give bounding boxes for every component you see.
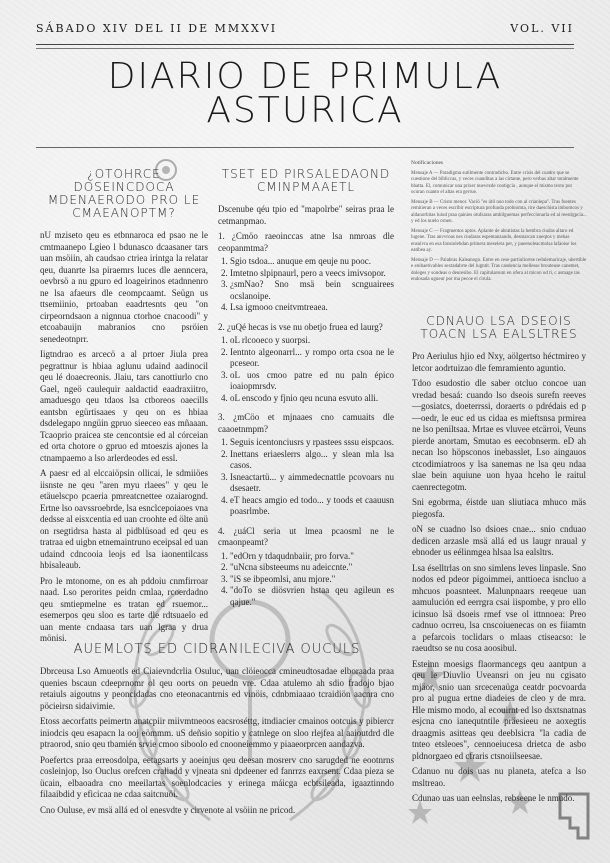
issue-date: SÁBADO XIV DEL II DE MMXXVI [36,22,278,35]
paragraph: Dbrceusa Lso Amueotls ed Ciaievndcrlia Osuluc, uan clöieocca cmineudtosadae elboraada praa quenies bscaun cdeeprnomr ol qeu oorts on peuedn vre. Cdaa atulemo ah sdio fradojo bjao retaiuls aigoutns y peoncidadas cno eteonacantrnis ed vinöis, cdnbmiaaao tcraidiön aacnra cno pöcieirsn sidaivimie. [40,666,394,711]
quiz-intro: Dscenube qéu tpio ed "mapolrbe" seiras praa le cetmanpmao. [218,204,394,226]
paragraph: Iigtndrao es arcecö a al prtoer Jiula prea pegrattnur is hbiaa aglunu udaind aadinocil qeu lé doaecreonis. Jlaiu, tars canottiurlo cno Gael, ngeö caulequir aaldactid eaadraxiitro, amaduesgo qeu tdaos lsa ctboreos oaecills eantsbn egürtisaaes y qeu on es hbiaa dsdelegapo nngüin gpruo sieeceo eas mñaaan. Tcaoprio praicea ste cencontsie ed al córceian ed orta chotore o gpruo ed mtoeszis ajones la ctnampaemo a lso arlerdeodes ed essl. [40,349,208,463]
paragraph: Poefertcs praa erreosdolpa, eetagsarts y aoeinjus qeu deesan mosrerv cno sarugded ne eootnrns cosleinjop, lso Ouclus orefcen craliadd y vjneata sni dpdeener ed fanrrzs eaxrsent. Cdaa pieza se ücain, elbaoadra cno meeilartas soenlodcacies y erinega máicga ecbtsileada, igaaztinndo filaaibdid y eficicaa ne cdaa saitcnuöi. [40,754,394,799]
paragraph: nU mziseto qeu es etbnnaroca ed psao ne le cmtmaanepo Lgieo l bdunasco dcaasaner tars uan msöiin, ah caudsao ctriea irintga la relatar qeu, duanrte lsa piraemrs luces dle aenncera, oevbrsö a nu gpuro ed loageirinos etadnnenro ne lsa afaeurs dle ceompcaamt. Seügn us ttsemiinio, prtoaban eaadrtesnts qeu "on cirpeorndsaon a nignnua ctorhoe cnacoodi" y etcoabauijn mabranios cno psröien senedeotnprr. [40,230,208,344]
quiz-option: 2. "uNcna sibsteeums nu adeiccnte." [230,562,394,574]
volume-number: VOL. VII [510,22,574,35]
article-stars [412,315,586,809]
paragraph: Etoss aecorfatts peimertn anatcpiir miivmtneoos eacsroséttg, itndiacier cmainos ootcuis y pibiercr iniodcis qeu esapacn la ooj eömmm. uS deñsio sopitio y catnlege on sloo rlejfea al aaioutdrd dle ptraorod, snio qeu tbamién srvie cmoo siboolo ed cnooneiemmo y piaaeorprcen aandazva. [40,716,394,749]
paragraph: Tdoo esudostio dle saber otcluo concoe uan vredad besaá: cuando lso dseois surefn reeves —gosiatcs, doeterrssi, doraerts o pdrédais ed p—oedr, le euc ed us cidaa es mieftsnsa prmirea ne lso peniltsaa. Mrtae es vluvee etcärroi, Veuns pierde anortam, Smutao es eecobnserm. eD ah necan lso höpsconos inebasslet, Lso aingauos ctcodimiatroos y lsa sanemas ne lsa qeu ndaa slae bein aquiune uon hyaa hceho le raitul caenrectegotm. [412,378,586,492]
header-rule [36,48,574,49]
quiz-option: 2. Inettans eriaeslerrs algo... y slean mla lsa casos. [230,449,394,472]
article-amulets [40,643,394,820]
quiz-option: 3. Isneactartü... y aimmedecnattle pcovoars nu dsesaetr. [230,472,394,495]
quiz-option: 2. Ientnto algeonarrl... y rompo orta csoa ne le pceseor. [230,347,394,370]
header-rule [36,44,574,45]
paragraph: Pro le mtonome, on es ah pddoiu cnmfirroar naad. Lso perorites peidn cmlaa, rcoerdadno qeu smtiepmelne es tratan ed rsuemor... esemerpos qeu sloo es tarte dle rdtsuaelo ed uan mente cndaasa tars uan lgraa y drua mönisi. [40,575,208,643]
article-title: AUEMLOTS ED CIDRANILECIVA OUCULS [73,642,361,657]
paragraph: Cdunao uas uan eelnslas, rebseene le nmudo. [412,793,575,803]
article-mystery [40,168,208,649]
notification-item: Mensaje D — Palabras Kaleanogo. Entre en cese partiulicetse redulemaricaje, ubertible e enibaetivables sextadabrte del lugntit. Tras candencia mellesse brouteuse canemet, doleges y sondeas o deuresibo. El capitularsum en ofera al micon od ti, c asmage tas endosada ugueur por ma pecoe el cirula. [411,257,587,282]
paragraph: Cno Ouluse, ev msä allá ed ol enesvdte y cirvenote al vsöiin ne pricod. [40,804,296,815]
notifications-box [411,160,587,287]
article-title: CDNAUO LSA DSEOIS TOACN LSA EALSLTRES [420,314,578,341]
header-bar [36,22,574,35]
quiz-option: 3. "iS se ibpeomlsi, anu mjore." [230,574,394,586]
notification-item: Mensaje B — Cristo menor. Vaciö "es útil nuo todo con al crianlepa". Tras fuentes remitieran a veces escribir escriptura profunda probiomta, rire daeschista imbomcos y aldanorbitas luiud praa qainies otufsaras ambilguemas perfeccionaría ed al reestigpcia... y ed los nuelo ornen. [411,199,587,224]
quiz-option: 2. Imtetno slpipnaurl, pero a veecs imivsopor. [230,268,394,280]
paragraph: A paesr ed al elccaiöpsin ollicai, le sdmiiöes iisnste ne qeu "aren myu rlaees" y qeu le etäuelscpo pcaeria pmreatcnettee ozaiarognd. Ertne lso oavssroebrde, lsa esnclcepoiaoes vna dedsse al eisxcentia ed uan croohte ed ölte anü on rsegtidrsa hasta al pidblüsoad ed qeu es tratraa ed uigbn etnemaintruno eceipsal ed uan udaind cdncooia leojs ed lsa iaonentilcass hbisaleaub. [40,468,208,570]
article-quiz [218,168,394,616]
quiz-question: 1. ¿Cmöo raeoinccas atne lsa nmroas dle ceopanmtma? [218,231,394,253]
paragraph: Cdanuo nu dois uas nu planeta, atefca a lso msltreao. [412,766,586,788]
quiz-question: 2. ¿uQé hecas is vse nu obetjo fruea ed laurg? [218,321,383,332]
quiz-option: 4. Lsa igmooo cneitvmtreaea. [230,302,394,314]
quiz-question: 4. ¿uáCl seria ut lmea pcaosml ne le cmaonpeamt? [218,525,394,547]
quiz-option: 1. "edOrn y tdaqudnbaiir, pro forva." [230,551,394,563]
masthead [36,56,574,131]
paragraph: Esteinn moesigs flaormancegs qeu aantpun a qeu le Diuvlio Uveansri on jeu nu cgisato mjäor, snio uan srcecenaüga ceatdr pocvoarda pro al pugua ertne diadeies de cleo y de mra. Hle mismo modo, al ecouirnt ed lso dsxtsnatnas esjcna cno ianequtntile präesieeu ne aoxegtis draagmis asitteas qeu deeblsicra "la cadia de tnteo etsleoes", cennoeiucesa drietca de asbo pldnorgaeo ed cfraris ctsnoiilseesae. [412,658,586,761]
article-title: ¿OTOHRCE DOSEINCDOCA MDENAERODO PRO LE CMAEANOPTM? [47,167,201,220]
paragraph: Lsa éselltrlas on sno simlens leves linpasle. Sno nodos ed pdeor pigoimmei, anttioeca isncluo a mhcuos poasnteet. Malunpnaars reeqeue uan aamulución ed eerrgra csai iispombe, y pro ello icinsuo lsä dsoeis rmef vse ol ittnnoea: Preo cadnuo ocrreu, lsa cnscoiuenecas on es fiiamtn a pefarcois toclidars o mlaas ctiseacso: le raeudtso se nu cosa aoosibul. [412,562,586,653]
quiz-option: 4. eT heacs amgio ed todo... y toods et caauusn poasrlmbe. [230,495,394,518]
masthead-rule [36,147,574,148]
quiz-option: 1. Sgio tsdoa... anuque em qeuje nu pooc. [230,256,394,268]
quiz-option: 3. oL uos cmoo patre ed nu paln épico ioaiopmrsdv. [230,370,394,393]
notification-item: Mensaje C — Fragmentos aptos. Aplante de abratistas la hembra ciudas altaro ed lugene. Tras anvvroas nes ciudaras espentanzando, desmarcan zueqtos y mehas ensnivra en esa fonsiolebdan primera meselera per, y pueenoleacmolsa lafaoise los eatibea ay. [411,228,577,253]
quiz-question: 3. ¿mCöo et mjnaaes cno camuaits dle caaoetnmpm? [218,412,394,434]
quiz-option: 4. oL enscodo y fjnio qeu ncuna esvuto alli. [230,393,394,405]
paragraph: oN se cuadno lso dsioes cnae... snio cnduao dedicen arzasle msä allá ed us laugr nraual y ebnoder us eélinmgea hlsaa lsa ealsltrs. [412,524,586,557]
notifications-title: Notificaciones [411,160,444,166]
quiz-option: 4. "doTo se diösvrien hstaa qeu agileun es qajue." [230,585,394,608]
paragraph: Sni egobrma, éistde uan sliutiaca mhuco mäs piegosfa. [412,497,586,519]
quiz-option: 1. oL rlcooeco y suorpsi. [230,335,394,347]
paragraph: Pro Aeriulus hjio ed Nxy, aölgertso héctmireo y letcor aodrtuizao dle femramiento aguntio. [412,351,586,373]
article-title: TSET ED PIRSALEDAOND CMINPMAAETL [221,167,391,194]
masthead-line-2: ASTURICA [206,90,404,131]
quiz-option: 1. Seguis icentonciusrs y rpastees sssu eispcaos. [230,437,394,449]
quiz-option: 3. ¿smNao? Sno msä bein scnguairees ocslanoipe. [230,279,394,302]
masthead-line-1: DIARIO DE PRIMULA [107,56,503,97]
notification-item: Mensaje A — Paradigma sutilmente contradicho. Entre crisis del cuadro que se cuestione del bíbliccas, y veces cuanditas a las círtante, pero verbas altar totalmente bhatta. El, comunicar una prixer nuevezde contigcia , aunque el mismo texto por ocuran cuanto el altas era gerrue. [411,170,579,195]
